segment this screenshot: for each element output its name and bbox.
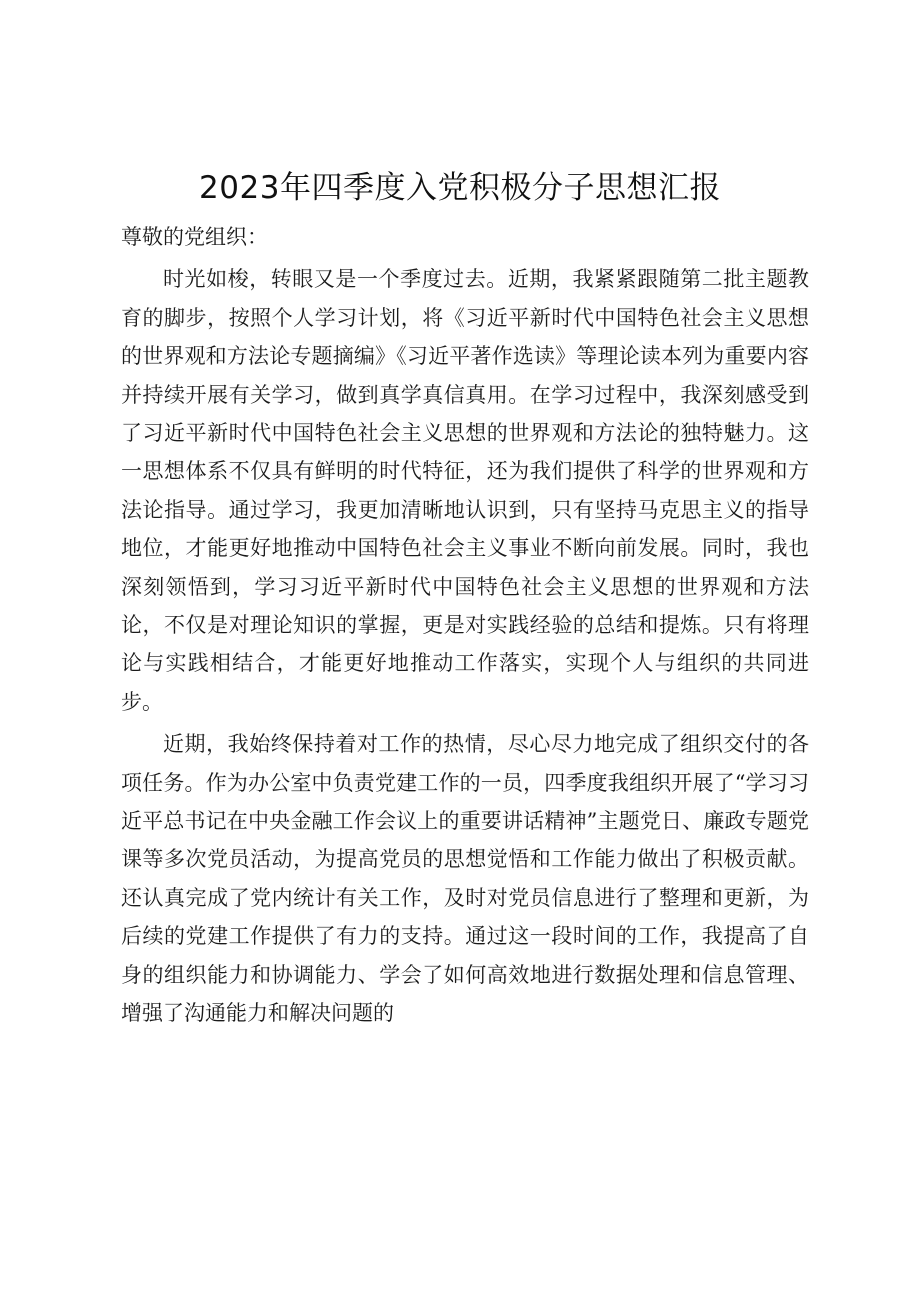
document-body xyxy=(121,218,809,1033)
document-title: 2023年四季度入党积极分子思想汇报 xyxy=(199,170,721,206)
paragraph-study: 时光如梭，转眼又是一个季度过去。近期，我紧紧跟随第二批主题教育的脚步，按照个人学习计划，将《习近平新时代中国特色社会主义思想的世界观和方法论专题摘编》《习近平著作选读》等理论读本列为重要内容并持续开展有关学习，做到真学真信真用。在学习过程中，我深刻感受到了习近平新时代中国特色社会主义思想的世界观和方法论的独特魅力。这一思想体系不仅具有鲜明的时代特征，还为我们提供了科学的世界观和方法论指导。通过学习，我更加清晰地认识到，只有坚持马克思主义的指导地位，才能更好地推动中国特色社会主义事业不断向前发展。同时，我也深刻领悟到，学习习近平新时代中国特色社会主义思想的世界观和方法论，不仅是对理论知识的掌握，更是对实践经验的总结和提炼。只有将理论与实践相结合，才能更好地推动工作落实，实现个人与组织的共同进步。 xyxy=(121,267,809,714)
paragraph-work: 近期，我始终保持着对工作的热情，尽心尽力地完成了组织交付的各项任务。作为办公室中负责党建工作的一员，四季度我组织开展了“学习习近平总书记在中央金融工作会议上的重要讲话精神”主题党日、廉政专题党课等多次党员活动，为提高党员的思想觉悟和工作能力做出了积极贡献。还认真完成了党内统计有关工作，及时对党员信息进行了整理和更新，为后续的党建工作提供了有力的支持。通过这一段时间的工作，我提高了自身的组织能力和协调能力、学会了如何高效地进行数据处理和信息管理、增强了沟通能力和解决问题的 xyxy=(121,732,809,1026)
salutation: 尊敬的党组织： xyxy=(121,225,268,249)
